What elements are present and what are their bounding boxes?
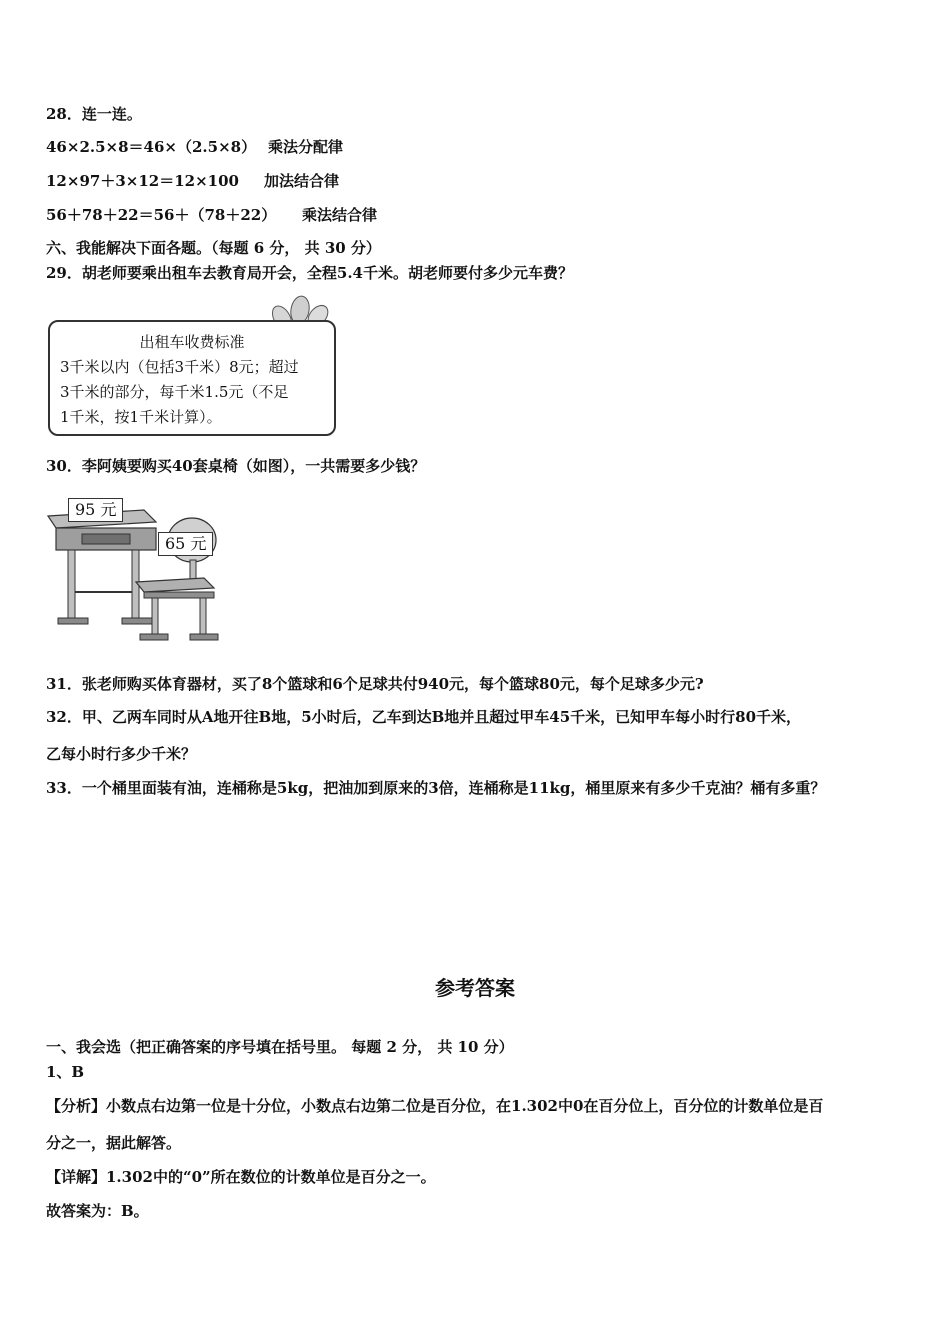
- q28-row1-left: 46×2.5×8＝46×（2.5×8）: [46, 138, 257, 156]
- taxi-card-line2: 3千米的部分，每千米1.5元（不足: [60, 383, 289, 401]
- taxi-card-line3: 1千米，按1千米计算）。: [60, 408, 222, 426]
- answers-section1: 一、我会选（把正确答案的序号填在括号里。 每题 2 分， 共 10 分）: [46, 1038, 514, 1056]
- conclusion-line: 故答案为：B。: [46, 1202, 149, 1220]
- q31-text: 31．张老师购买体育器材，买了8个篮球和6个足球共付940元，每个篮球80元，每个足球多少元?: [46, 675, 704, 693]
- q29-text: 29．胡老师要乘出租车去教育局开会，全程5.4千米。胡老师要付多少元车费？: [46, 264, 573, 282]
- desk-price-tag: 95 元: [68, 498, 123, 522]
- q28-title: 28．连一连。: [46, 105, 142, 123]
- q33-text: 33．一个桶里面装有油，连桶称是5kg，把油加到原来的3倍，连桶称是11kg，桶里原来有多少千克油？桶有多重？: [46, 779, 826, 797]
- desk-chair-illustration: [44, 492, 224, 656]
- q28-row1-right: 乘法分配律: [268, 138, 344, 156]
- q32-line2: 乙每小时行多少千米？: [46, 745, 197, 763]
- q28-row3-left: 56＋78＋22＝56＋（78＋22）: [46, 206, 277, 224]
- taxi-card-line1: 3千米以内（包括3千米）8元；超过: [60, 358, 299, 376]
- answer-1: 1、B: [46, 1063, 85, 1081]
- taxi-fare-card: [48, 320, 336, 436]
- taxi-card-title: 出租车收费标准: [139, 333, 245, 351]
- q32-line1: 32．甲、乙两车同时从A地开往B地，5小时后，乙车到达B地并且超过甲车45千米，已知甲车每小时行80千米，: [46, 708, 802, 726]
- answers-title: 参考答案: [435, 976, 515, 1000]
- analysis-line2: 分之一，据此解答。: [46, 1134, 182, 1152]
- analysis-line1: 【分析】小数点右边第一位是十分位，小数点右边第二位是百分位，在1.302中0在百分位上，百分位的计数单位是百: [46, 1097, 824, 1115]
- q30-text: 30．李阿姨要购买40套桌椅（如图），一共需要多少钱？: [46, 457, 426, 475]
- detail-line: 【详解】1.302中的“0”所在数位的计数单位是百分之一。: [46, 1168, 436, 1186]
- q28-row2-left: 12×97＋3×12＝12×100: [46, 172, 239, 190]
- chair-price-tag: 65 元: [158, 532, 213, 556]
- q28-row2-right: 加法结合律: [264, 172, 340, 190]
- section6-heading: 六、我能解决下面各题。（每题 6 分， 共 30 分）: [46, 239, 381, 257]
- q28-row3-right: 乘法结合律: [302, 206, 378, 224]
